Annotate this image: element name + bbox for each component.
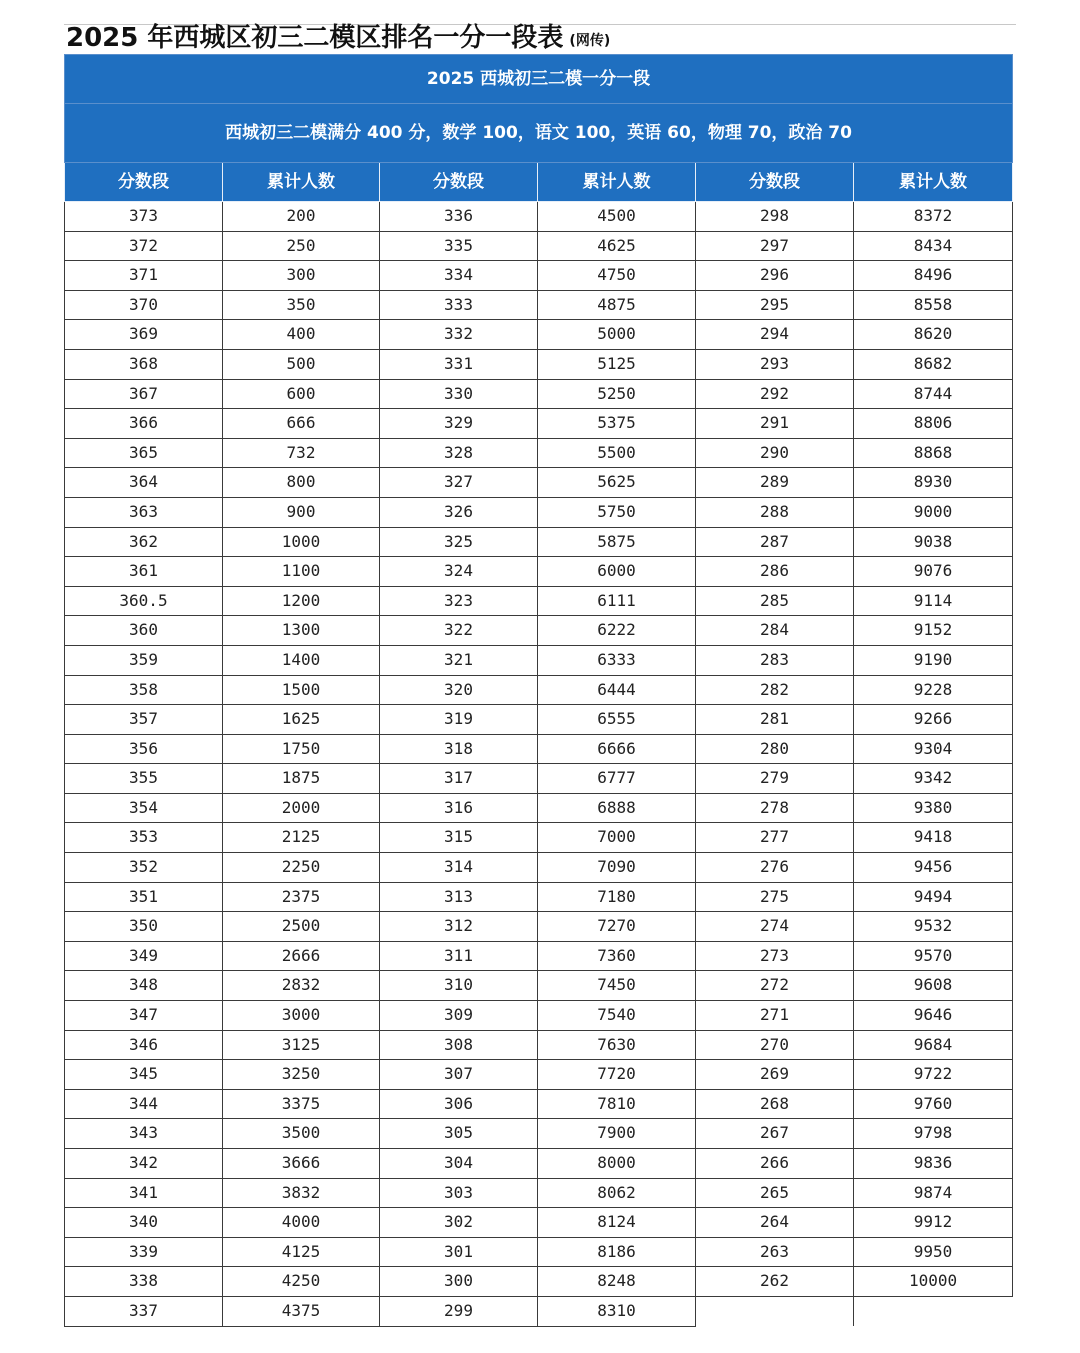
count-cell: 2666 <box>223 941 380 971</box>
score-cell: 329 <box>380 409 538 439</box>
header-count-3: 累计人数 <box>854 163 1013 202</box>
count-cell: 9494 <box>854 882 1013 912</box>
table-row <box>65 349 1013 379</box>
score-cell: 322 <box>380 616 538 646</box>
score-cell: 337 <box>65 1296 223 1326</box>
count-cell: 9000 <box>854 497 1013 527</box>
count-cell: 9304 <box>854 734 1013 764</box>
count-cell: 6666 <box>538 734 696 764</box>
table-row <box>65 823 1013 853</box>
score-cell: 331 <box>380 349 538 379</box>
score-cell: 298 <box>696 202 854 232</box>
count-cell: 8930 <box>854 468 1013 498</box>
table-row <box>65 1089 1013 1119</box>
score-cell: 302 <box>380 1208 538 1238</box>
count-cell: 6777 <box>538 764 696 794</box>
count-cell: 400 <box>223 320 380 350</box>
score-cell: 286 <box>696 557 854 587</box>
score-cell: 291 <box>696 409 854 439</box>
table-row <box>65 1296 1013 1326</box>
score-cell: 321 <box>380 645 538 675</box>
count-cell: 500 <box>223 349 380 379</box>
count-cell: 8186 <box>538 1237 696 1267</box>
count-cell: 1625 <box>223 705 380 735</box>
score-cell: 275 <box>696 882 854 912</box>
table-row <box>65 231 1013 261</box>
score-cell: 344 <box>65 1089 223 1119</box>
count-cell: 9722 <box>854 1060 1013 1090</box>
count-cell: 3832 <box>223 1178 380 1208</box>
count-cell: 900 <box>223 497 380 527</box>
count-cell: 3000 <box>223 1001 380 1031</box>
score-cell: 314 <box>380 853 538 883</box>
count-cell: 3250 <box>223 1060 380 1090</box>
count-cell: 5000 <box>538 320 696 350</box>
count-cell: 2375 <box>223 882 380 912</box>
score-cell: 293 <box>696 349 854 379</box>
count-cell: 2500 <box>223 912 380 942</box>
count-cell: 1300 <box>223 616 380 646</box>
score-cell: 352 <box>65 853 223 883</box>
score-cell: 357 <box>65 705 223 735</box>
table-row <box>65 497 1013 527</box>
count-cell: 3125 <box>223 1030 380 1060</box>
table-row <box>65 1060 1013 1090</box>
score-cell: 273 <box>696 941 854 971</box>
count-cell: 4750 <box>538 261 696 291</box>
count-cell: 9266 <box>854 705 1013 735</box>
count-cell: 7630 <box>538 1030 696 1060</box>
table-row <box>65 557 1013 587</box>
score-cell: 317 <box>380 764 538 794</box>
score-cell: 369 <box>65 320 223 350</box>
score-cell: 316 <box>380 793 538 823</box>
table-row <box>65 527 1013 557</box>
score-cell: 330 <box>380 379 538 409</box>
count-cell: 7360 <box>538 941 696 971</box>
table-row <box>65 616 1013 646</box>
count-cell: 7090 <box>538 853 696 883</box>
table-row <box>65 1237 1013 1267</box>
table-row <box>65 1178 1013 1208</box>
table-row <box>65 971 1013 1001</box>
table-row <box>65 1208 1013 1238</box>
count-cell: 666 <box>223 409 380 439</box>
score-cell: 360.5 <box>65 586 223 616</box>
score-cell: 328 <box>380 438 538 468</box>
score-cell: 299 <box>380 1296 538 1326</box>
count-cell: 8744 <box>854 379 1013 409</box>
count-cell: 9646 <box>854 1001 1013 1031</box>
table-banner-title: 2025 西城初三二模一分一段 <box>65 55 1013 104</box>
score-cell: 269 <box>696 1060 854 1090</box>
score-cell: 346 <box>65 1030 223 1060</box>
score-cell: 315 <box>380 823 538 853</box>
score-cell: 323 <box>380 586 538 616</box>
count-cell: 8000 <box>538 1149 696 1179</box>
count-cell: 5875 <box>538 527 696 557</box>
count-cell: 9608 <box>854 971 1013 1001</box>
score-cell: 348 <box>65 971 223 1001</box>
score-cell: 367 <box>65 379 223 409</box>
score-cell: 359 <box>65 645 223 675</box>
score-cell: 288 <box>696 497 854 527</box>
count-cell: 732 <box>223 438 380 468</box>
score-cell: 303 <box>380 1178 538 1208</box>
count-cell: 8062 <box>538 1178 696 1208</box>
count-cell: 9532 <box>854 912 1013 942</box>
count-cell: 8806 <box>854 409 1013 439</box>
table-row <box>65 941 1013 971</box>
score-cell: 353 <box>65 823 223 853</box>
count-cell: 9152 <box>854 616 1013 646</box>
count-cell: 9570 <box>854 941 1013 971</box>
score-cell: 265 <box>696 1178 854 1208</box>
score-cell: 294 <box>696 320 854 350</box>
count-cell: 9038 <box>854 527 1013 557</box>
score-cell: 335 <box>380 231 538 261</box>
page-title-text: 2025 年西城区初三二模区排名一分一段表 <box>66 23 564 53</box>
score-cell: 327 <box>380 468 538 498</box>
count-cell: 10000 <box>854 1267 1013 1297</box>
header-row <box>65 163 1013 202</box>
score-cell: 319 <box>380 705 538 735</box>
table-row <box>65 409 1013 439</box>
count-cell: 8310 <box>538 1296 696 1326</box>
score-cell: 356 <box>65 734 223 764</box>
table-row <box>65 675 1013 705</box>
table-row <box>65 645 1013 675</box>
count-cell: 6888 <box>538 793 696 823</box>
count-cell: 5500 <box>538 438 696 468</box>
count-cell: 6000 <box>538 557 696 587</box>
score-cell: 351 <box>65 882 223 912</box>
count-cell: 2250 <box>223 853 380 883</box>
count-cell: 8124 <box>538 1208 696 1238</box>
table-row <box>65 1001 1013 1031</box>
score-cell: 320 <box>380 675 538 705</box>
count-cell: 1200 <box>223 586 380 616</box>
header-count-2: 累计人数 <box>538 163 696 202</box>
count-cell: 8434 <box>854 231 1013 261</box>
count-cell: 9076 <box>854 557 1013 587</box>
count-cell: 9912 <box>854 1208 1013 1238</box>
score-cell: 334 <box>380 261 538 291</box>
count-cell: 4000 <box>223 1208 380 1238</box>
score-cell: 341 <box>65 1178 223 1208</box>
count-cell: 6111 <box>538 586 696 616</box>
count-cell: 1500 <box>223 675 380 705</box>
score-cell: 300 <box>380 1267 538 1297</box>
count-cell: 9418 <box>854 823 1013 853</box>
count-cell: 6555 <box>538 705 696 735</box>
score-cell: 347 <box>65 1001 223 1031</box>
count-cell: 5250 <box>538 379 696 409</box>
table-row <box>65 438 1013 468</box>
score-cell: 284 <box>696 616 854 646</box>
score-cell: 277 <box>696 823 854 853</box>
score-cell: 358 <box>65 675 223 705</box>
count-cell: 600 <box>223 379 380 409</box>
count-cell: 250 <box>223 231 380 261</box>
score-cell: 310 <box>380 971 538 1001</box>
score-cell: 268 <box>696 1089 854 1119</box>
score-cell: 326 <box>380 497 538 527</box>
score-cell: 262 <box>696 1267 854 1297</box>
count-cell: 3375 <box>223 1089 380 1119</box>
count-cell: 6222 <box>538 616 696 646</box>
score-cell: 313 <box>380 882 538 912</box>
score-cell: 270 <box>696 1030 854 1060</box>
count-cell: 9190 <box>854 645 1013 675</box>
table-row <box>65 853 1013 883</box>
count-cell: 9228 <box>854 675 1013 705</box>
score-cell: 333 <box>380 290 538 320</box>
score-cell: 332 <box>380 320 538 350</box>
count-cell: 4625 <box>538 231 696 261</box>
count-cell: 2000 <box>223 793 380 823</box>
table-row <box>65 705 1013 735</box>
score-cell: 266 <box>696 1149 854 1179</box>
score-cell: 366 <box>65 409 223 439</box>
score-cell: 339 <box>65 1237 223 1267</box>
count-cell: 8372 <box>854 202 1013 232</box>
score-cell: 372 <box>65 231 223 261</box>
score-cell: 349 <box>65 941 223 971</box>
score-cell: 338 <box>65 1267 223 1297</box>
table-row <box>65 882 1013 912</box>
table-row <box>65 202 1013 232</box>
score-cell: 281 <box>696 705 854 735</box>
score-cell: 336 <box>380 202 538 232</box>
score-cell: 361 <box>65 557 223 587</box>
score-cell: 307 <box>380 1060 538 1090</box>
score-cell: 276 <box>696 853 854 883</box>
page-title <box>66 22 610 54</box>
count-cell: 5750 <box>538 497 696 527</box>
score-cell: 287 <box>696 527 854 557</box>
table-row <box>65 379 1013 409</box>
count-cell: 7900 <box>538 1119 696 1149</box>
banner-row-title <box>65 55 1013 104</box>
count-cell: 4250 <box>223 1267 380 1297</box>
count-cell: 1875 <box>223 764 380 794</box>
count-cell: 7810 <box>538 1089 696 1119</box>
count-cell: 5375 <box>538 409 696 439</box>
score-cell: 370 <box>65 290 223 320</box>
score-cell: 267 <box>696 1119 854 1149</box>
count-cell: 8558 <box>854 290 1013 320</box>
count-cell: 2832 <box>223 971 380 1001</box>
table-row <box>65 261 1013 291</box>
count-cell: 4375 <box>223 1296 380 1326</box>
table-row <box>65 1267 1013 1297</box>
score-cell: 311 <box>380 941 538 971</box>
score-cell: 264 <box>696 1208 854 1238</box>
count-cell: 4125 <box>223 1237 380 1267</box>
table-row <box>65 290 1013 320</box>
score-cell: 363 <box>65 497 223 527</box>
count-cell: 9950 <box>854 1237 1013 1267</box>
score-cell: 285 <box>696 586 854 616</box>
title-note: (网传) <box>569 33 611 49</box>
header-count-1: 累计人数 <box>223 163 380 202</box>
score-cell: 324 <box>380 557 538 587</box>
count-cell: 5625 <box>538 468 696 498</box>
score-cell: 318 <box>380 734 538 764</box>
table-row <box>65 468 1013 498</box>
score-cell: 297 <box>696 231 854 261</box>
count-cell <box>854 1296 1013 1326</box>
score-cell: 345 <box>65 1060 223 1090</box>
score-cell <box>696 1296 854 1326</box>
score-cell: 365 <box>65 438 223 468</box>
count-cell: 8248 <box>538 1267 696 1297</box>
table-row <box>65 912 1013 942</box>
count-cell: 9684 <box>854 1030 1013 1060</box>
table-row <box>65 1149 1013 1179</box>
count-cell: 1400 <box>223 645 380 675</box>
count-cell: 8868 <box>854 438 1013 468</box>
count-cell: 8682 <box>854 349 1013 379</box>
score-cell: 304 <box>380 1149 538 1179</box>
count-cell: 800 <box>223 468 380 498</box>
header-score-3: 分数段 <box>696 163 854 202</box>
count-cell: 350 <box>223 290 380 320</box>
score-cell: 371 <box>65 261 223 291</box>
score-cell: 278 <box>696 793 854 823</box>
count-cell: 8496 <box>854 261 1013 291</box>
count-cell: 300 <box>223 261 380 291</box>
score-cell: 280 <box>696 734 854 764</box>
count-cell: 7450 <box>538 971 696 1001</box>
score-cell: 373 <box>65 202 223 232</box>
count-cell: 7720 <box>538 1060 696 1090</box>
score-cell: 292 <box>696 379 854 409</box>
count-cell: 9342 <box>854 764 1013 794</box>
table-row <box>65 793 1013 823</box>
count-cell: 4875 <box>538 290 696 320</box>
score-cell: 309 <box>380 1001 538 1031</box>
count-cell: 6333 <box>538 645 696 675</box>
score-cell: 362 <box>65 527 223 557</box>
header-score-2: 分数段 <box>380 163 538 202</box>
count-cell: 8620 <box>854 320 1013 350</box>
score-cell: 290 <box>696 438 854 468</box>
score-cell: 305 <box>380 1119 538 1149</box>
score-cell: 342 <box>65 1149 223 1179</box>
score-cell: 279 <box>696 764 854 794</box>
score-cell: 283 <box>696 645 854 675</box>
table-row <box>65 320 1013 350</box>
score-cell: 306 <box>380 1089 538 1119</box>
table-row <box>65 1030 1013 1060</box>
score-cell: 360 <box>65 616 223 646</box>
count-cell: 5125 <box>538 349 696 379</box>
banner-row-scoring <box>65 104 1013 163</box>
count-cell: 1100 <box>223 557 380 587</box>
table-body <box>65 55 1013 1327</box>
score-cell: 289 <box>696 468 854 498</box>
score-cell: 295 <box>696 290 854 320</box>
count-cell: 9798 <box>854 1119 1013 1149</box>
count-cell: 2125 <box>223 823 380 853</box>
score-cell: 272 <box>696 971 854 1001</box>
count-cell: 1750 <box>223 734 380 764</box>
table-row <box>65 1119 1013 1149</box>
score-cell: 312 <box>380 912 538 942</box>
score-cell: 271 <box>696 1001 854 1031</box>
table-banner-scoring: 西城初三二模满分 400 分，数学 100，语文 100，英语 60，物理 70，政治 70 <box>65 104 1013 163</box>
count-cell: 6444 <box>538 675 696 705</box>
score-rank-table <box>64 54 1013 1327</box>
score-cell: 350 <box>65 912 223 942</box>
count-cell: 200 <box>223 202 380 232</box>
count-cell: 7000 <box>538 823 696 853</box>
table-row <box>65 734 1013 764</box>
count-cell: 9380 <box>854 793 1013 823</box>
score-cell: 296 <box>696 261 854 291</box>
count-cell: 1000 <box>223 527 380 557</box>
count-cell: 7180 <box>538 882 696 912</box>
score-cell: 364 <box>65 468 223 498</box>
count-cell: 7540 <box>538 1001 696 1031</box>
count-cell: 9456 <box>854 853 1013 883</box>
count-cell: 4500 <box>538 202 696 232</box>
count-cell: 9114 <box>854 586 1013 616</box>
score-cell: 354 <box>65 793 223 823</box>
score-cell: 340 <box>65 1208 223 1238</box>
score-cell: 263 <box>696 1237 854 1267</box>
count-cell: 3666 <box>223 1149 380 1179</box>
count-cell: 9760 <box>854 1089 1013 1119</box>
count-cell: 3500 <box>223 1119 380 1149</box>
count-cell: 9874 <box>854 1178 1013 1208</box>
score-cell: 355 <box>65 764 223 794</box>
score-cell: 368 <box>65 349 223 379</box>
table-row <box>65 764 1013 794</box>
count-cell: 7270 <box>538 912 696 942</box>
header-score-1: 分数段 <box>65 163 223 202</box>
score-cell: 301 <box>380 1237 538 1267</box>
score-cell: 308 <box>380 1030 538 1060</box>
score-cell: 274 <box>696 912 854 942</box>
table-row <box>65 586 1013 616</box>
score-cell: 343 <box>65 1119 223 1149</box>
count-cell: 9836 <box>854 1149 1013 1179</box>
score-cell: 282 <box>696 675 854 705</box>
score-cell: 325 <box>380 527 538 557</box>
